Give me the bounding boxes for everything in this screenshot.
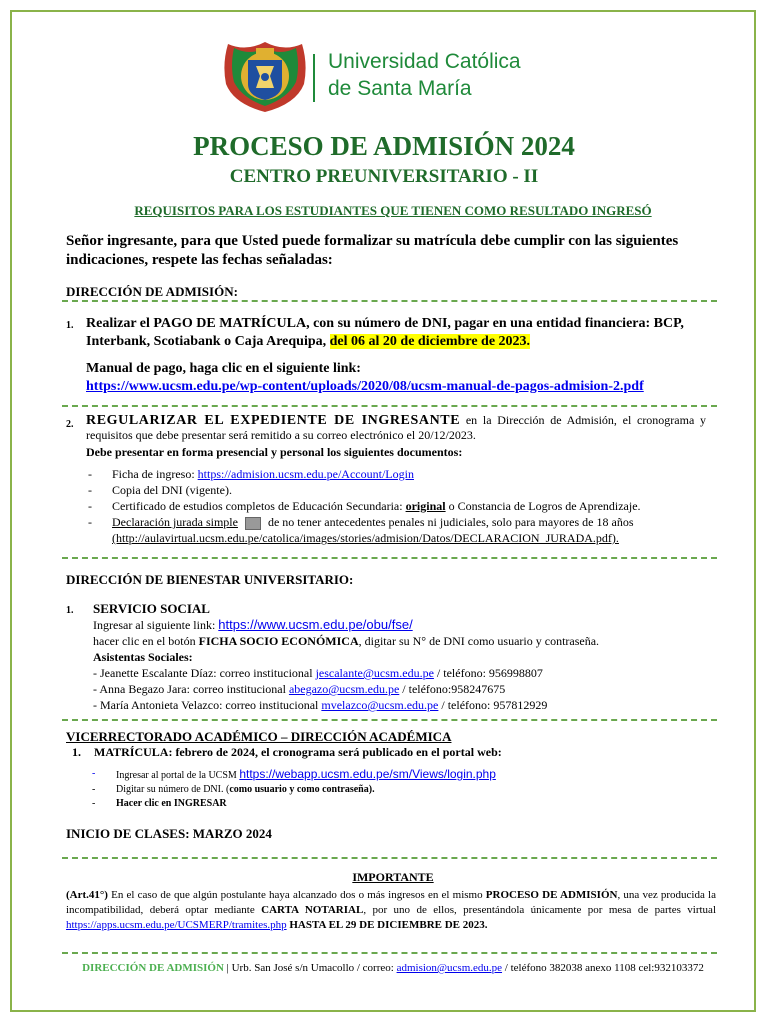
- asistenta-name: - Anna Begazo Jara: correo institucional: [93, 682, 289, 696]
- article-ref: (Art.41°): [66, 889, 108, 901]
- printer-icon[interactable]: [245, 517, 261, 530]
- intro-text: Señor ingresante, para que Usted puede formalizar su matrícula debe cumplir con las siguientes indicaciones, respete las fechas señaladas:: [66, 233, 679, 268]
- footer-label: DIRECCIÓN DE ADMISIÓN: [82, 962, 224, 974]
- importante-bold: HASTA EL 29 DE DICIEMBRE DE 2023.: [286, 919, 488, 931]
- list-item: - Ficha de ingreso: https://admision.ucsm.edu.pe/Account/Login: [88, 467, 414, 481]
- university-logo: [220, 34, 310, 114]
- asistenta-row: [93, 697, 713, 713]
- documents-list: [86, 466, 711, 546]
- manual-link[interactable]: https://www.ucsm.edu.pe/wp-content/uploads/2020/08/ucsm-manual-de-pagos-admision-2.pdf: [86, 379, 644, 394]
- doc-label: Ficha de ingreso:: [112, 467, 198, 481]
- payment-instruction: [86, 315, 716, 351]
- servicio-link-row: [93, 617, 713, 633]
- importante-bold: PROCESO DE ADMISIÓN: [485, 889, 618, 901]
- university-name: [328, 48, 521, 102]
- page-subtitle: CENTRO PREUNIVERSITARIO - II: [229, 166, 539, 187]
- servicio-social: [93, 601, 713, 713]
- instruction-text: , digitar su N° de DNI como usuario y contraseña.: [358, 634, 600, 648]
- footer-email-link[interactable]: admision@ucsm.edu.pe: [396, 962, 503, 974]
- asistenta-row: [93, 665, 713, 681]
- regularizar-title: REGULARIZAR EL EXPEDIENTE DE INGRESANTE: [86, 413, 461, 428]
- divider: [62, 719, 717, 721]
- regularizar-paragraph: [86, 413, 706, 443]
- importante-bold: CARTA NOTARIAL: [261, 904, 364, 916]
- ficha-ingreso-link[interactable]: https://admision.ucsm.edu.pe/Account/Login: [197, 467, 414, 481]
- asistenta-phone: / teléfono: 956998807: [433, 666, 543, 680]
- payment-text: Realizar el PAGO DE MATRÍCULA, con su número de DNI, pagar en una entidad financiera: BCP, Interbank, Scotiabank o Caja Arequipa,: [86, 316, 684, 349]
- servicio-instruction: [93, 633, 713, 649]
- declaracion-link[interactable]: Declaración jurada simple: [112, 515, 238, 529]
- divider: [62, 857, 717, 859]
- email-link[interactable]: mvelazco@ucsm.edu.pe: [321, 698, 439, 712]
- academico-heading: VICERRECTORADO ACADÉMICO – DIRECCIÓN ACADÉMICA: [66, 729, 452, 744]
- instruction-text: hacer clic en el botón: [93, 634, 199, 648]
- list-item: - Ingresar al portal de la UCSM https://webapp.ucsm.edu.pe/sm/Views/login.php: [92, 767, 496, 781]
- item-number: 1.: [66, 320, 74, 331]
- payment-dates: del 06 al 20 de diciembre de 2023.: [329, 334, 531, 349]
- list-item: - Hacer clic en INGRESAR: [92, 798, 227, 809]
- divider: [62, 405, 717, 407]
- servicio-title: SERVICIO SOCIAL: [93, 601, 210, 616]
- divider: [62, 300, 717, 302]
- asistenta-row: [93, 681, 713, 697]
- logo-divider: [313, 54, 315, 102]
- email-link[interactable]: jescalante@ucsm.edu.pe: [315, 666, 434, 680]
- tramites-link[interactable]: https://apps.ucsm.edu.pe/UCSMERP/tramites.php: [66, 919, 287, 931]
- bienestar-heading: DIRECCIÓN DE BIENESTAR UNIVERSITARIO:: [66, 572, 354, 587]
- list-item: - Digitar su número de DNI. (como usuario y como contraseña).: [92, 784, 375, 795]
- link-label: Ingresar al siguiente link:: [93, 618, 219, 632]
- step-text: Ingresar al portal de la UCSM: [116, 770, 240, 781]
- importante-text-part: , una vez producida la incompatibilidad, deberá optar mediante: [66, 889, 716, 916]
- page-title: PROCESO DE ADMISIÓN 2024: [193, 131, 575, 161]
- item-number: 2.: [66, 419, 74, 430]
- matricula-text: MATRÍCULA: febrero de 2024, el cronograma será publicado en el portal web:: [94, 745, 502, 759]
- asistentas-heading: Asistentas Sociales:: [93, 650, 193, 664]
- step-bold: como usuario y como contraseña).: [229, 784, 375, 795]
- matricula-steps: [90, 767, 690, 811]
- regularizar-text: en la Dirección de Admisión, el cronograma y requisitos que debe presentar será remitido a su correo electrónico el 20/12/2023.: [86, 413, 706, 442]
- asistenta-phone: / teléfono: 957812929: [438, 698, 548, 712]
- admision-heading: DIRECCIÓN DE ADMISIÓN:: [66, 284, 238, 299]
- footer-text: | Urb. San José s/n Umacollo / correo:: [223, 962, 397, 974]
- manual-label: Manual de pago, haga clic en el siguiente link:: [86, 361, 361, 376]
- fse-link[interactable]: https://www.ucsm.edu.pe/obu/fse/: [218, 617, 413, 632]
- portal-link[interactable]: https://webapp.ucsm.edu.pe/sm/Views/login.php: [239, 767, 496, 781]
- documents-heading: Debe presentar en forma presencial y personal los siguientes documentos:: [86, 445, 463, 459]
- doc-original: original: [405, 499, 446, 513]
- step-text: Digitar su número de DNI. (: [116, 784, 230, 795]
- importante-text-part: , por uno de ellos, presentándola únicamente por mesa de partes virtual: [363, 904, 716, 916]
- doc-text: o Constancia de Logros de Aprendizaje.: [445, 499, 641, 513]
- divider: [62, 557, 717, 559]
- doc-text: de no tener antecedentes penales ni judiciales, solo para mayores de 18 años: [267, 515, 634, 529]
- doc-label: Copia del DNI (vigente).: [112, 483, 232, 497]
- requirements-heading: REQUISITOS PARA LOS ESTUDIANTES QUE TIENEN COMO RESULTADO INGRESÓ: [134, 203, 652, 218]
- importante-heading: IMPORTANTE: [352, 870, 434, 884]
- divider: [62, 952, 717, 954]
- list-item: - Declaración jurada simple de no tener antecedentes penales ni judiciales, solo para mayores de 18 años (http://aulavirtual.ucsm.edu.pe/catolica/images/stories/admision/Datos/DECLARACION_JURADA.pdf).: [88, 515, 634, 545]
- asistenta-name: - María Antonieta Velazco: correo institucional: [93, 698, 322, 712]
- doc-label: Certificado de estudios completos de Educación Secundaria:: [112, 499, 406, 513]
- instruction-bold: FICHA SOCIO ECONÓMICA: [198, 634, 359, 648]
- asistenta-name: - Jeanette Escalante Díaz: correo institucional: [93, 666, 316, 680]
- importante-text-part: En el caso de que algún postulante haya alcanzado dos o más ingresos en el mismo: [107, 889, 486, 901]
- item-number: 1.: [72, 745, 81, 759]
- item-number: 1.: [66, 605, 74, 616]
- classes-start: INICIO DE CLASES: MARZO 2024: [66, 826, 272, 841]
- asistenta-phone: / teléfono:958247675: [399, 682, 506, 696]
- step-text: Hacer clic en INGRESAR: [116, 798, 227, 809]
- list-item: - Certificado de estudios completos de Educación Secundaria: original o Constancia de Logros de Aprendizaje.: [88, 499, 641, 513]
- email-link[interactable]: abegazo@ucsm.edu.pe: [288, 682, 400, 696]
- footer-text: / teléfono 382038 anexo 1108 cel:932103372: [502, 962, 704, 974]
- list-item: - Copia del DNI (vigente).: [88, 483, 232, 497]
- university-name-line2: de Santa María: [328, 77, 472, 100]
- declaracion-url[interactable]: (http://aulavirtual.ucsm.edu.pe/catolica/images/stories/admision/Datos/DECLARACION_JURADA.pdf).: [112, 531, 619, 545]
- university-name-line1: Universidad Católica: [328, 50, 521, 73]
- footer: [0, 962, 768, 974]
- shield-emblem-icon: [220, 34, 310, 114]
- importante-text: [66, 888, 716, 933]
